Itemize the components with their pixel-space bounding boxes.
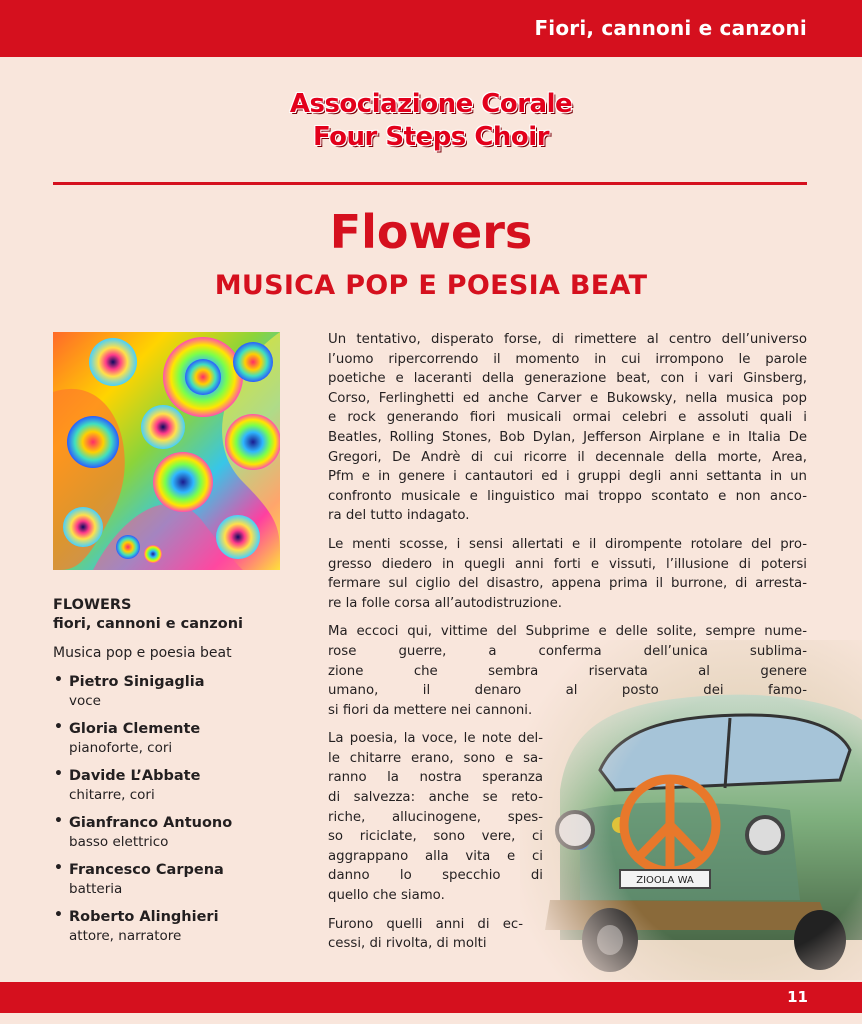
sidebar-title-line-1: FLOWERS — [53, 597, 132, 613]
bullet: • — [54, 813, 63, 829]
paragraph-2 — [328, 535, 807, 613]
header-bar — [0, 0, 862, 57]
text-line: le chitarre erano, sono e sa- — [328, 750, 543, 766]
performer-name: Pietro Sinigaglia — [69, 674, 205, 690]
performer-role: voce — [69, 693, 101, 709]
page-subtitle: MUSICA POP E POESIA BEAT — [214, 270, 648, 301]
text-line: rose guerre, a conferma dell’unica sublima- — [328, 643, 807, 659]
performer-role: attore, narratore — [69, 928, 182, 944]
text-line: Furono quelli anni di ec- — [328, 916, 523, 932]
text-line: quello che siamo. — [328, 888, 445, 904]
performer-role: chitarre, cori — [69, 787, 155, 803]
list-item — [53, 719, 303, 757]
text-line: riche, allucinogene, spes- — [328, 809, 543, 825]
text-line: si fiori da mettere nei cannoni. — [328, 702, 533, 718]
text-line: poetiche e laceranti della generazione beat, con i vari Ginsberg, — [328, 371, 807, 387]
text-line: l’uomo ripercorrendo il momento in cui irrompono le parole — [328, 351, 807, 367]
paragraph-3 — [328, 622, 807, 720]
paragraph-5 — [328, 915, 523, 954]
text-line: umano, il denaro al posto dei famo- — [328, 683, 807, 699]
performer-name: Davide L’Abbate — [69, 768, 201, 784]
bullet: • — [54, 719, 63, 735]
performer-name: Roberto Alinghieri — [69, 909, 219, 925]
text-line: Beatles, Rolling Stones, Bob Dylan, Jefferson Airplane e in Italia De — [328, 429, 807, 445]
sidebar-tagline: Musica pop e poesia beat — [53, 645, 232, 661]
text-line: zione che sembra riservata al genere — [328, 663, 807, 679]
bullet: • — [54, 766, 63, 782]
paragraph-1 — [328, 330, 807, 526]
bullet: • — [54, 860, 63, 876]
running-header: Fiori, cannoni e canzoni — [534, 16, 807, 40]
text-line: La poesia, la voce, le note del- — [328, 731, 543, 747]
divider — [53, 182, 807, 185]
text-line: Gregori, De Andrè di cui ricorre il decennale della morte, Area, — [328, 449, 807, 465]
text-line: ra del tutto indagato. — [328, 508, 470, 524]
list-item — [53, 672, 303, 710]
text-line: gresso diedero in quegli anni forti e vissuti, l’illusione di potersi — [328, 556, 807, 572]
credits-sidebar — [53, 596, 303, 954]
text-line: di salvezza: anche se reto- — [328, 790, 543, 806]
association-line-1: Associazione Corale — [289, 89, 573, 119]
psychedelic-artwork — [53, 332, 280, 570]
text-line: cessi, di rivolta, di molti — [328, 936, 487, 952]
performer-list — [53, 672, 303, 945]
list-item — [53, 860, 303, 898]
performer-name: Gloria Clemente — [69, 721, 201, 737]
association-line-2: Four Steps Choir — [312, 122, 550, 152]
text-line: Un tentativo, disperato forse, di rimettere al centro dell’universo — [328, 332, 807, 347]
performer-role: pianoforte, cori — [69, 740, 173, 756]
text-line: Le menti scosse, i sensi allertati e il dirompente rotolare del pro- — [328, 536, 807, 552]
text-line: Corso, Ferlinghetti ed anche Carver e Bukowsky, nella musica pop — [328, 390, 807, 406]
text-line: so riciclate, sono vere, ci — [328, 829, 543, 845]
performer-role: basso elettrico — [69, 834, 169, 850]
text-line: danno lo specchio di — [328, 868, 543, 884]
performer-name: Francesco Carpena — [69, 862, 224, 878]
list-item — [53, 907, 303, 945]
bullet: • — [54, 672, 63, 688]
list-item — [53, 813, 303, 851]
text-line: fermare sul ciglio del disastro, appena prima il burrone, di arresta- — [328, 576, 807, 592]
text-line: ranno la nostra speranza — [328, 770, 543, 786]
sidebar-title-line-2: fiori, cannoni e canzoni — [53, 616, 243, 632]
text-line: aggrappano alla vita e ci — [328, 848, 543, 864]
sidebar-title — [53, 596, 303, 634]
text-line: Ma eccoci qui, vittime del Subprime e delle solite, sempre nume- — [328, 624, 807, 640]
page-number: 11 — [787, 988, 808, 1006]
bullet: • — [54, 907, 63, 923]
list-item — [53, 766, 303, 804]
page-title: Flowers — [329, 205, 533, 259]
association-name — [0, 88, 862, 154]
performer-role: batteria — [69, 881, 123, 897]
footer-bar — [0, 982, 862, 1013]
paragraph-4 — [328, 729, 543, 905]
text-line: e rock generando fiori musicali ormai celebri e assoluti quali i — [328, 410, 807, 426]
text-line: re la folle corsa all’autodistruzione. — [328, 595, 562, 611]
text-line: confronto musicale e linguistico mai troppo scontato e non anco- — [328, 488, 807, 504]
text-line: Pfm e in genere i cantautori ed i gruppi degli anni settanta in un — [328, 469, 807, 485]
article-body — [328, 330, 807, 963]
performer-name: Gianfranco Antuono — [69, 815, 233, 831]
